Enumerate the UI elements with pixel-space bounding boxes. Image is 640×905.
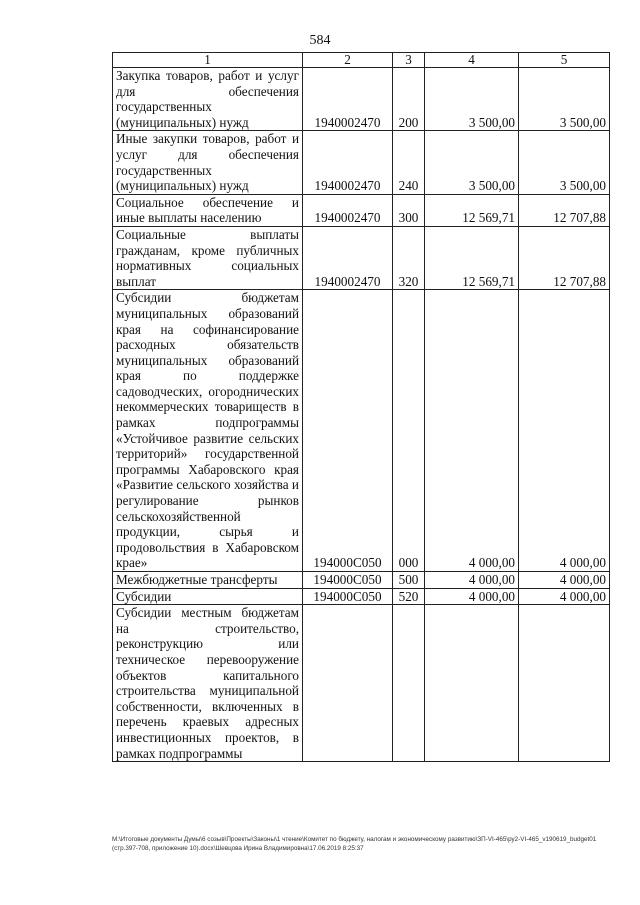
target-article-code bbox=[303, 605, 393, 762]
column-header: 1 bbox=[113, 53, 303, 68]
column-header: 5 bbox=[519, 53, 610, 68]
amount-column-4: 4 000,00 bbox=[425, 290, 519, 572]
expense-type-code: 000 bbox=[393, 290, 425, 572]
expense-type-code bbox=[393, 605, 425, 762]
target-article-code: 1940002470 bbox=[303, 68, 393, 131]
amount-column-4 bbox=[425, 605, 519, 762]
table-row bbox=[113, 605, 610, 762]
expense-type-code: 500 bbox=[393, 572, 425, 589]
amount-column-5: 3 500,00 bbox=[519, 68, 610, 131]
amount-column-4: 3 500,00 bbox=[425, 131, 519, 194]
expense-type-code: 240 bbox=[393, 131, 425, 194]
table-row bbox=[113, 588, 610, 605]
table-row bbox=[113, 290, 610, 572]
amount-column-5 bbox=[519, 605, 610, 762]
expense-type-code: 200 bbox=[393, 68, 425, 131]
amount-column-4: 4 000,00 bbox=[425, 572, 519, 589]
row-name: Закупка товаров, работ и услуг для обеспечения государственных (муниципальных) нужд bbox=[113, 68, 303, 131]
amount-column-5: 4 000,00 bbox=[519, 290, 610, 572]
row-name: Субсидии бюджетам муниципальных образований края на софинансирование расходных обязательств муниципальных образований края по поддержке садоводческих, огороднических некоммерческих товариществ в рамках подпрограммы «Устойчивое развитие сельских территорий» государственной программы Хабаровского края «Развитие сельского хозяйства и регулирование рынков сельскохозяйственной продукции, сырья и продовольствия в Хабаровском крае» bbox=[113, 290, 303, 572]
table-row bbox=[113, 68, 610, 131]
expense-type-code: 300 bbox=[393, 194, 425, 226]
target-article-code: 1940002470 bbox=[303, 226, 393, 289]
amount-column-4: 12 569,71 bbox=[425, 194, 519, 226]
page-number: 584 bbox=[309, 33, 331, 48]
column-header: 2 bbox=[303, 53, 393, 68]
table-row bbox=[113, 226, 610, 289]
amount-column-4: 3 500,00 bbox=[425, 68, 519, 131]
row-name: Субсидии bbox=[113, 588, 303, 605]
target-article-code: 194000С050 bbox=[303, 572, 393, 589]
amount-column-5: 4 000,00 bbox=[519, 572, 610, 589]
amount-column-5: 12 707,88 bbox=[519, 226, 610, 289]
document-file-path-footer: M:\Итоговые документы Думы\6 созыв\Проекты\Законы\1 чтение\Комитет по бюджету, налогам и экономическому развитию\ЗП-VI-465\ру2-VI-465_v190619_budget01 (стр.397-708, приложение 10).docx\Шевцова Ирина Владимировна\17.06.2019 8:25:37 bbox=[112, 836, 597, 852]
amount-column-5: 12 707,88 bbox=[519, 194, 610, 226]
amount-column-4: 12 569,71 bbox=[425, 226, 519, 289]
table-row bbox=[113, 131, 610, 194]
row-name: Социальное обеспечение и иные выплаты населению bbox=[113, 194, 303, 226]
column-header: 4 bbox=[425, 53, 519, 68]
column-header: 3 bbox=[393, 53, 425, 68]
table-header-row bbox=[113, 53, 610, 68]
row-name: Субсидии местным бюджетам на строительство, реконструкцию или техническое перевооружение объектов капитального строительства муниципальной собственности, включенных в перечень краевых адресных инвестиционных проектов, в рамках подпрограммы bbox=[113, 605, 303, 762]
amount-column-5: 4 000,00 bbox=[519, 588, 610, 605]
target-article-code: 1940002470 bbox=[303, 194, 393, 226]
budget-table bbox=[112, 52, 610, 762]
row-name: Межбюджетные трансферты bbox=[113, 572, 303, 589]
target-article-code: 1940002470 bbox=[303, 131, 393, 194]
amount-column-5: 3 500,00 bbox=[519, 131, 610, 194]
target-article-code: 194000С050 bbox=[303, 290, 393, 572]
target-article-code: 194000С050 bbox=[303, 588, 393, 605]
table-row bbox=[113, 572, 610, 589]
amount-column-4: 4 000,00 bbox=[425, 588, 519, 605]
row-name: Иные закупки товаров, работ и услуг для обеспечения государственных (муниципальных) нужд bbox=[113, 131, 303, 194]
row-name: Социальные выплаты гражданам, кроме публичных нормативных социальных выплат bbox=[113, 226, 303, 289]
expense-type-code: 320 bbox=[393, 226, 425, 289]
table-row bbox=[113, 194, 610, 226]
expense-type-code: 520 bbox=[393, 588, 425, 605]
